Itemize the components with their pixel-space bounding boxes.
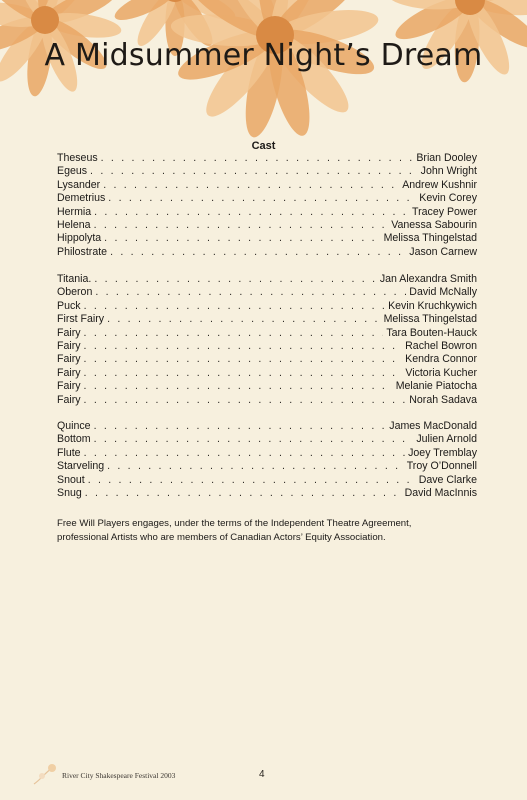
- actor: Jan Alexandra Smith: [379, 273, 477, 285]
- role: Titania.: [57, 273, 92, 285]
- leader-dots: [108, 192, 416, 205]
- cast-row: [57, 420, 477, 433]
- actor: Dave Clarke: [418, 473, 477, 486]
- role: Lysander: [57, 178, 101, 191]
- cast-row: [57, 433, 477, 446]
- cast-row: [57, 313, 477, 326]
- actor: Victoria Kucher: [405, 366, 477, 379]
- leader-dots: [107, 460, 404, 473]
- leader-dots: [104, 232, 380, 245]
- actor: Melissa Thingelstad: [383, 313, 477, 326]
- page-title: A Midsummer Night’s Dream: [44, 38, 483, 73]
- role: Hippolyta: [57, 232, 102, 245]
- flower-banner: [0, 0, 527, 150]
- role: Helena: [57, 218, 91, 231]
- actor: Melanie Piatocha: [395, 380, 477, 393]
- role: Fairy: [57, 380, 81, 393]
- cast-row: [57, 367, 477, 380]
- leader-dots: [84, 353, 403, 366]
- cast-row: [57, 447, 477, 460]
- role: Starveling: [57, 460, 105, 473]
- cast-row: [57, 206, 477, 219]
- role: Hermia: [57, 205, 92, 218]
- actor: Rachel Bowron: [405, 339, 477, 352]
- role: Snout: [57, 473, 85, 486]
- cast-row: [57, 192, 477, 205]
- actor: Melissa Thingelstad: [383, 232, 477, 245]
- cast-row: [57, 394, 477, 407]
- role: Fairy: [57, 326, 81, 339]
- cast-row: [57, 232, 477, 245]
- cast-row: [57, 179, 477, 192]
- actor: Brian Dooley: [416, 152, 477, 164]
- cast-row: [57, 286, 477, 299]
- leader-dots: [94, 273, 376, 286]
- leader-dots: [94, 420, 387, 433]
- cast-row: [57, 327, 477, 340]
- cast-row: [57, 353, 477, 366]
- flower-center: [31, 6, 59, 34]
- leader-dots: [84, 340, 403, 353]
- role: Puck: [57, 299, 81, 312]
- actor: Kevin Kruchkywich: [388, 299, 477, 312]
- cast-row: [57, 474, 477, 487]
- actor: Julien Arnold: [416, 433, 477, 446]
- role: Theseus: [57, 152, 98, 164]
- role: Fairy: [57, 353, 81, 366]
- actor: Andrew Kushnir: [402, 178, 477, 191]
- leader-dots: [90, 165, 418, 178]
- actor: Jason Carnew: [409, 245, 477, 258]
- actor: Kevin Corey: [419, 192, 477, 205]
- leader-dots: [94, 206, 409, 219]
- leader-dots: [95, 286, 406, 299]
- equity-note-line: Free Will Players engages, under the terms of the Independent Theatre Agreement,: [57, 518, 412, 529]
- leader-dots: [84, 327, 384, 340]
- leader-dots: [94, 433, 414, 446]
- actor: James MacDonald: [389, 420, 477, 432]
- leader-dots: [110, 246, 406, 259]
- actor: David McNally: [409, 286, 477, 299]
- cast-row: [57, 340, 477, 353]
- cast-group-3: [57, 420, 477, 500]
- role: Demetrius: [57, 192, 106, 205]
- cast-group-2: [57, 273, 477, 407]
- cast-row: [57, 273, 477, 286]
- actor: Norah Sadava: [409, 393, 477, 406]
- actor: John Wright: [420, 165, 477, 178]
- actor: Tracey Power: [412, 205, 477, 218]
- cast-group-1: [57, 152, 477, 259]
- cast-row: [57, 246, 477, 259]
- actor: Tara Bouten-Hauck: [386, 326, 477, 339]
- actor: Kendra Connor: [405, 353, 477, 366]
- cast-row: [57, 487, 477, 500]
- role: Flute: [57, 446, 81, 459]
- role: First Fairy: [57, 313, 105, 326]
- leader-dots: [84, 380, 393, 393]
- cast-row: [57, 460, 477, 473]
- leader-dots: [107, 313, 380, 326]
- cast-row: [57, 165, 477, 178]
- role: Oberon: [57, 286, 93, 299]
- leader-dots: [84, 447, 406, 460]
- role: Egeus: [57, 165, 88, 178]
- leader-dots: [88, 474, 416, 487]
- page-number: 4: [259, 769, 265, 780]
- actor: Vanessa Sabourin: [391, 218, 477, 231]
- role: Fairy: [57, 339, 81, 352]
- cast-row: [57, 219, 477, 232]
- actor: David MacInnis: [404, 486, 477, 499]
- leader-dots: [103, 179, 399, 192]
- cast-row: [57, 300, 477, 313]
- equity-note-line: professional Artists who are members of Canadian Actors’ Equity Association.: [57, 532, 386, 543]
- leader-dots: [84, 367, 403, 380]
- equity-note: [57, 517, 477, 545]
- role: Snug: [57, 486, 82, 499]
- role: Philostrate: [57, 245, 108, 258]
- actor: Joey Tremblay: [408, 446, 477, 459]
- role: Fairy: [57, 393, 81, 406]
- footer-credit: River City Shakespeare Festival 2003: [62, 771, 176, 780]
- role: Fairy: [57, 366, 81, 379]
- flower-sprig-icon: [30, 762, 60, 788]
- actor: Troy O’Donnell: [406, 460, 477, 473]
- leader-dots: [84, 300, 386, 313]
- cast-row: [57, 152, 477, 165]
- role: Quince: [57, 420, 91, 432]
- leader-dots: [85, 487, 402, 500]
- cast-row: [57, 380, 477, 393]
- leader-dots: [94, 219, 389, 232]
- leader-dots: [101, 152, 414, 165]
- role: Bottom: [57, 433, 91, 446]
- leader-dots: [84, 394, 407, 407]
- cast-heading: Cast: [251, 140, 276, 152]
